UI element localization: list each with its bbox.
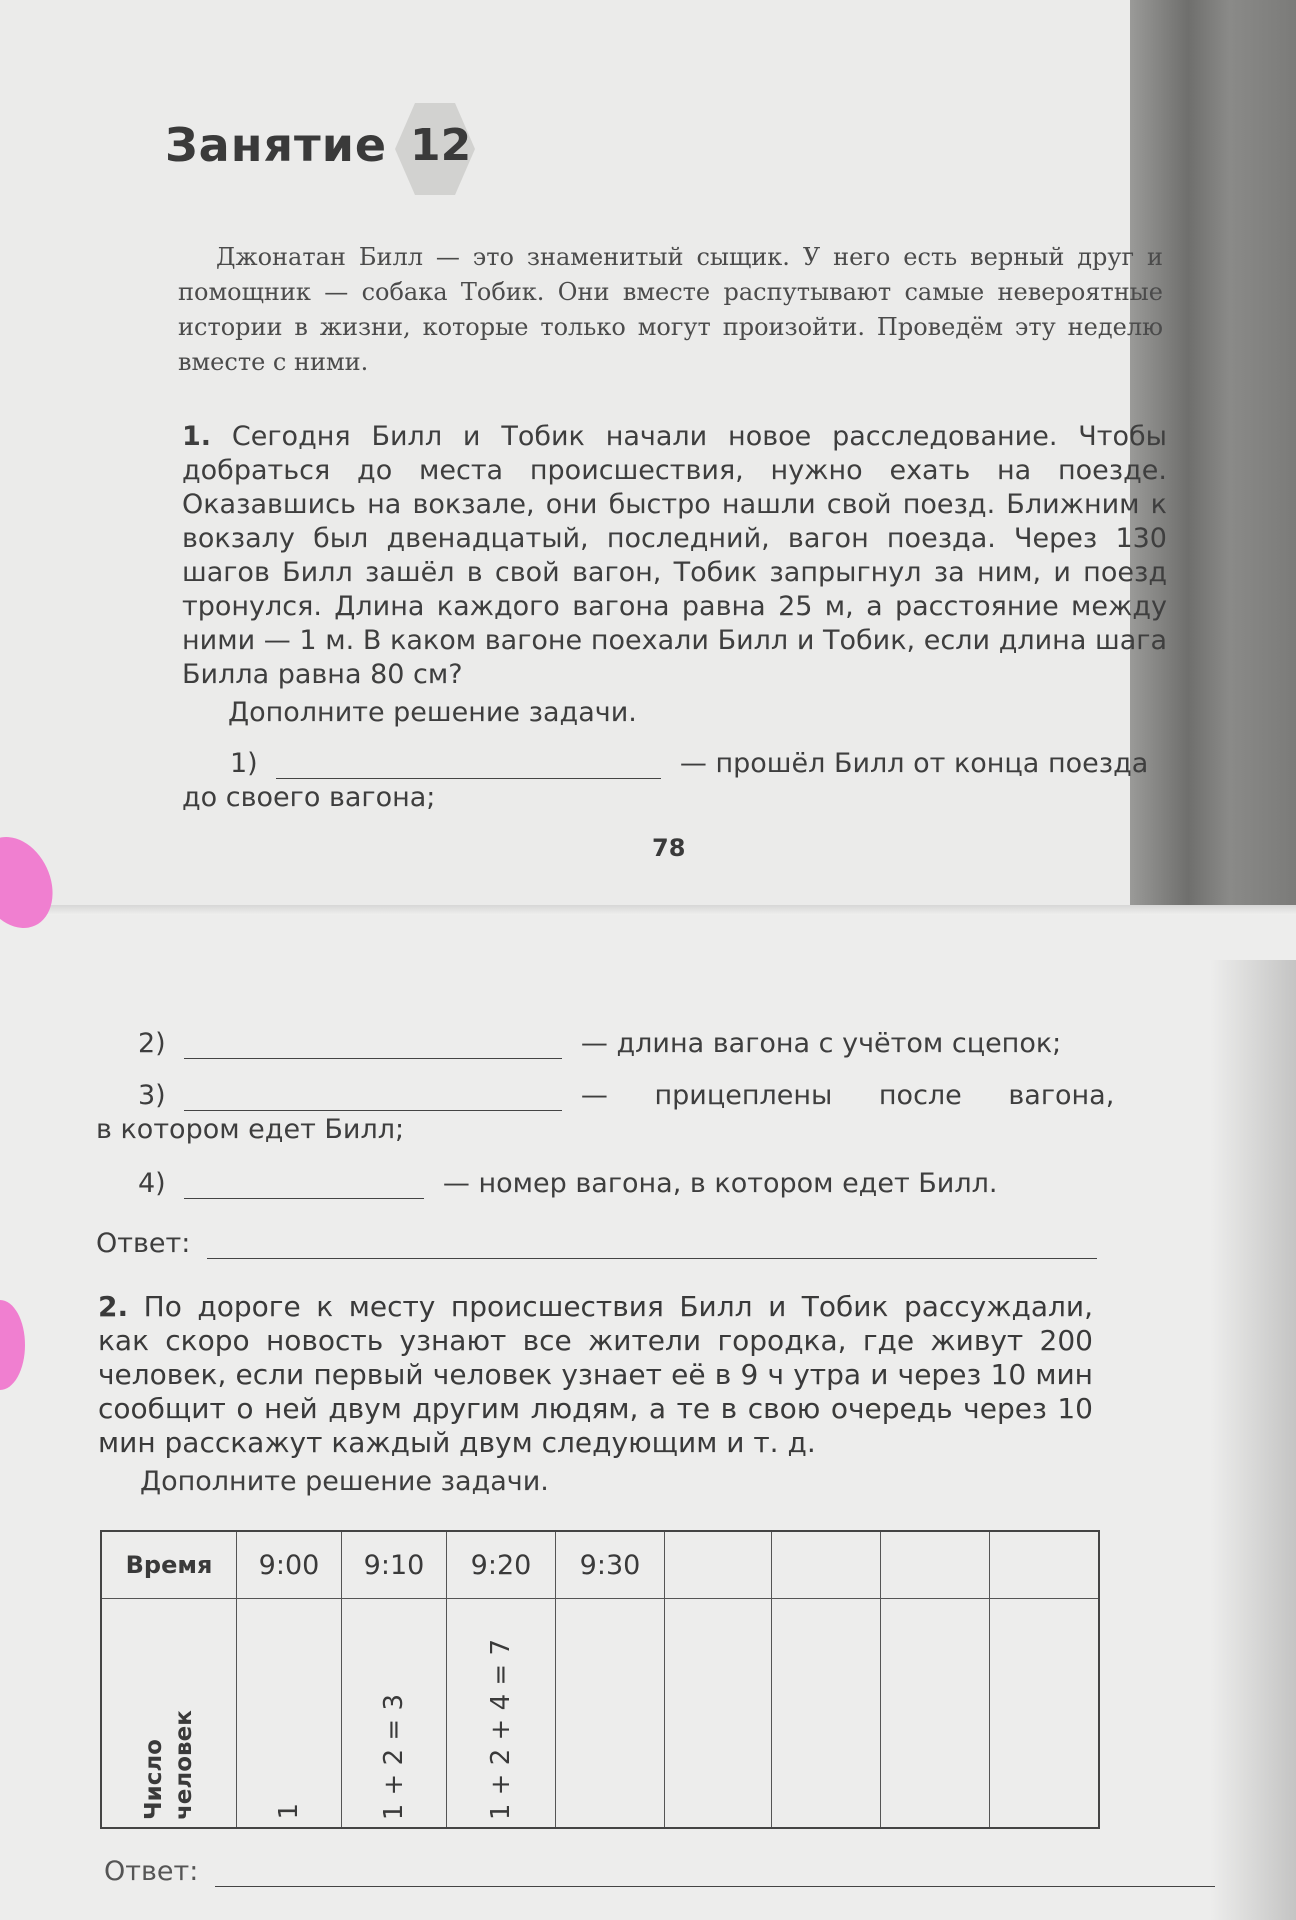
task-2-number: 2.	[98, 1290, 129, 1323]
people-cell[interactable]	[881, 1599, 990, 1829]
people-cell	[342, 1599, 447, 1829]
step-4-label: 4)	[138, 1168, 166, 1199]
people-value: 1	[274, 1803, 304, 1820]
time-header: Время	[101, 1531, 237, 1599]
page-shade	[1210, 960, 1296, 1920]
step-1	[230, 748, 1148, 779]
task-2-answer-blank[interactable]	[215, 1860, 1215, 1887]
step-2-text: — длина вагона с учётом сцепок;	[580, 1028, 1062, 1059]
people-cell	[237, 1599, 342, 1829]
step-3-label: 3)	[138, 1080, 166, 1111]
time-cell: 9:00	[237, 1531, 342, 1599]
task-1-instruction: Дополните решение задачи.	[228, 697, 637, 728]
time-cell: 9:10	[342, 1531, 447, 1599]
step-1-text: — прошёл Билл от конца поезда	[679, 748, 1149, 779]
task-1-number: 1.	[182, 421, 212, 452]
people-value: 1 + 2 = 3	[379, 1693, 409, 1820]
task-1-answer-blank[interactable]	[207, 1232, 1097, 1259]
step-2-label: 2)	[138, 1028, 166, 1059]
time-cell[interactable]	[881, 1531, 990, 1599]
step-1-blank[interactable]	[276, 752, 661, 779]
people-header	[101, 1599, 237, 1829]
task-2-body: По дороге к месту происшествия Билл и Тобик рассуждали, как скоро новость узнают все жители городка, где живут 200 человек, если первый человек узнает её в 9 ч утра и через 10 мин сообщит о ней двум другим людям, а те в свою очередь через 10 мин расскажут каждый двум следующим и т. д.	[98, 1290, 1093, 1459]
people-header-label: Число человек	[141, 1710, 197, 1820]
task-2-instruction: Дополните решение задачи.	[140, 1466, 549, 1497]
page-number: 78	[652, 834, 686, 862]
intro-paragraph: Джонатан Билл — это знаменитый сыщик. У него есть верный друг и помощник — собака Тобик. Они вместе распутывают самые невероятные истории в жизни, которые только могут произойти. Проведём эту неделю вместе с ними.	[178, 243, 1163, 376]
step-2	[138, 1028, 1061, 1059]
step-1-label: 1)	[230, 748, 258, 779]
step-1-continuation: до своего вагона;	[182, 782, 436, 813]
people-cell	[447, 1599, 556, 1829]
people-value: 1 + 2 + 4 = 7	[486, 1638, 516, 1820]
people-cell[interactable]	[665, 1599, 772, 1829]
time-row	[101, 1531, 1099, 1599]
task-2-text	[98, 1290, 1093, 1460]
lesson-number: 12	[410, 120, 472, 171]
task-1-answer-label: Ответ:	[96, 1228, 191, 1259]
task-2-answer	[104, 1856, 1215, 1887]
people-cell[interactable]	[556, 1599, 665, 1829]
step-4-text: — номер вагона, в котором едет Билл.	[442, 1168, 998, 1199]
people-row	[101, 1599, 1099, 1829]
people-cell[interactable]	[772, 1599, 881, 1829]
time-cell: 9:20	[447, 1531, 556, 1599]
task-2-answer-label: Ответ:	[104, 1856, 199, 1887]
task-1-body: Сегодня Билл и Тобик начали новое расследование. Чтобы добраться до места происшествия, нужно ехать на поезде. Оказавшись на вокзале, они быстро нашли свой поезд. Ближним к вокзалу был двенадцатый, последний, вагон поезда. Через 130 шагов Билл зашёл в свой вагон, Тобик запрыгнул за ним, и поезд тронулся. Длина каждого вагона равна 25 м, а расстояние между ними — 1 м. В каком вагоне поехали Билл и Тобик, если длина шага Билла равна 80 см?	[182, 421, 1167, 690]
lesson-title: Занятие	[165, 118, 388, 172]
task-1-text	[182, 420, 1167, 692]
step-2-blank[interactable]	[184, 1032, 562, 1059]
time-cell[interactable]	[772, 1531, 881, 1599]
step-3-continuation: в котором едет Билл;	[96, 1114, 405, 1145]
step-3-text: — прицеплены после вагона,	[580, 1080, 1115, 1111]
step-3-blank[interactable]	[184, 1084, 562, 1111]
time-cell[interactable]: 9:30	[556, 1531, 665, 1599]
step-4-blank[interactable]	[184, 1172, 424, 1199]
task-2-table	[100, 1530, 1100, 1829]
people-cell[interactable]	[990, 1599, 1100, 1829]
step-4	[138, 1168, 997, 1199]
task-1-answer	[96, 1228, 1097, 1259]
step-3	[138, 1080, 1114, 1111]
time-cell[interactable]	[990, 1531, 1100, 1599]
time-cell[interactable]	[665, 1531, 772, 1599]
